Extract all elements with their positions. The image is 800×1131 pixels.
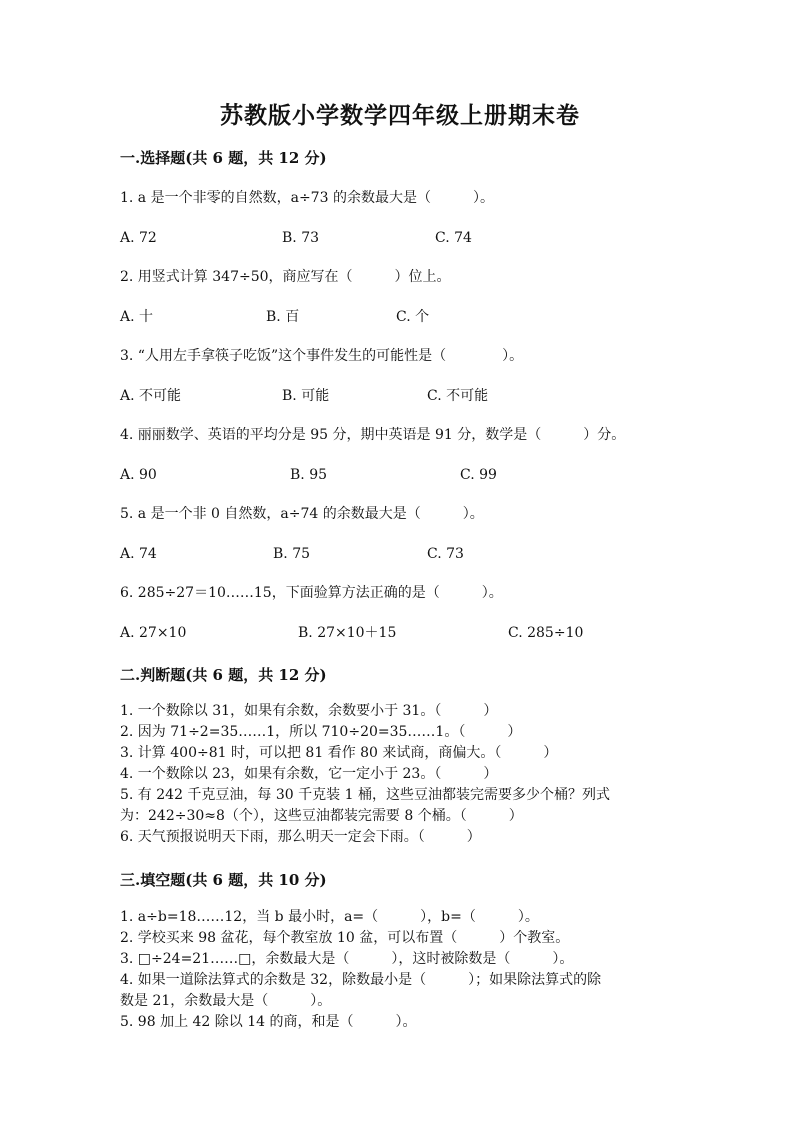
judgment-item: 2. 因为 71÷2=35……1，所以 710÷20=35……1。（ ）: [120, 724, 522, 740]
option-a: A. 十: [120, 309, 154, 325]
option-b: B. 75: [273, 546, 311, 562]
section-heading-judgment: 二.判断题(共 6 题，共 12 分): [120, 666, 327, 684]
question-4: 4. 丽丽数学、英语的平均分是 95 分，期中英语是 91 分，数学是（ ）分。: [120, 427, 626, 443]
option-a: A. 27×10: [120, 625, 187, 641]
judgment-item: 1. 一个数除以 31，如果有余数，余数要小于 31。（ ）: [120, 703, 498, 719]
question-3: 3. “人用左手拿筷子吃饭”这个事件发生的可能性是（ ）。: [120, 348, 524, 364]
option-c: C. 73: [427, 546, 464, 562]
fill-blank-item: 2. 学校买来 98 盆花，每个教室放 10 盆，可以布置（ ）个教室。: [120, 930, 570, 946]
option-b: B. 可能: [282, 388, 330, 404]
fill-blank-list: [120, 907, 601, 1033]
judgment-item: 5. 有 242 千克豆油，每 30 千克装 1 桶，这些豆油都装完需要多少个桶？列式: [120, 787, 610, 803]
option-a: A. 不可能: [120, 388, 182, 404]
fill-blank-item: 5. 98 加上 42 除以 14 的商，和是（ ）。: [120, 1014, 417, 1030]
option-c: C. 99: [460, 467, 497, 483]
option-b: B. 95: [290, 467, 328, 483]
option-c: C. 不可能: [427, 388, 489, 404]
judgment-item: 3. 计算 400÷81 时，可以把 81 看作 80 来试商，商偏大。（ ）: [120, 745, 558, 761]
option-c: C. 74: [435, 230, 472, 246]
option-b: B. 27×10＋15: [298, 625, 397, 641]
option-a: A. 74: [120, 546, 157, 562]
question-2: 2. 用竖式计算 347÷50，商应写在（ ）位上。: [120, 269, 451, 285]
judgment-list: [120, 701, 610, 848]
fill-blank-item: 3. □÷24=21……□，余数最大是（ ），这时被除数是（ ）。: [120, 951, 574, 967]
judgment-item-continuation: 为：242÷30≈8（个），这些豆油都装完需要 8 个桶。（ ）: [120, 808, 523, 824]
page-title: 苏教版小学数学四年级上册期末卷: [220, 102, 580, 129]
option-c: C. 个: [396, 309, 430, 325]
option-b: B. 73: [282, 230, 320, 246]
judgment-item: 6. 天气预报说明天下雨，那么明天一定会下雨。（ ）: [120, 829, 481, 845]
section-heading-fill-blank: 三.填空题(共 6 题，共 10 分): [120, 871, 327, 889]
question-1: 1. a 是一个非零的自然数，a÷73 的余数最大是（ ）。: [120, 190, 494, 206]
fill-blank-item: 4. 如果一道除法算式的余数是 32，除数最小是（ ）；如果除法算式的除: [120, 972, 602, 988]
judgment-item: 4. 一个数除以 23，如果有余数，它一定小于 23。（ ）: [120, 766, 498, 782]
option-b: B. 百: [266, 309, 300, 325]
option-c: C. 285÷10: [508, 625, 584, 641]
fill-blank-item: 1. a÷b=18……12，当 b 最小时，a=（ ），b=（ ）。: [120, 909, 539, 925]
option-a: A. 90: [120, 467, 157, 483]
question-6: 6. 285÷27＝10……15，下面验算方法正确的是（ ）。: [120, 585, 503, 601]
option-a: A. 72: [120, 230, 157, 246]
section-heading-choice: 一.选择题(共 6 题，共 12 分): [120, 149, 327, 167]
fill-blank-item-continuation: 数是 21，余数最大是（ ）。: [120, 993, 332, 1009]
question-5: 5. a 是一个非 0 自然数，a÷74 的余数最大是（ ）。: [120, 506, 484, 522]
